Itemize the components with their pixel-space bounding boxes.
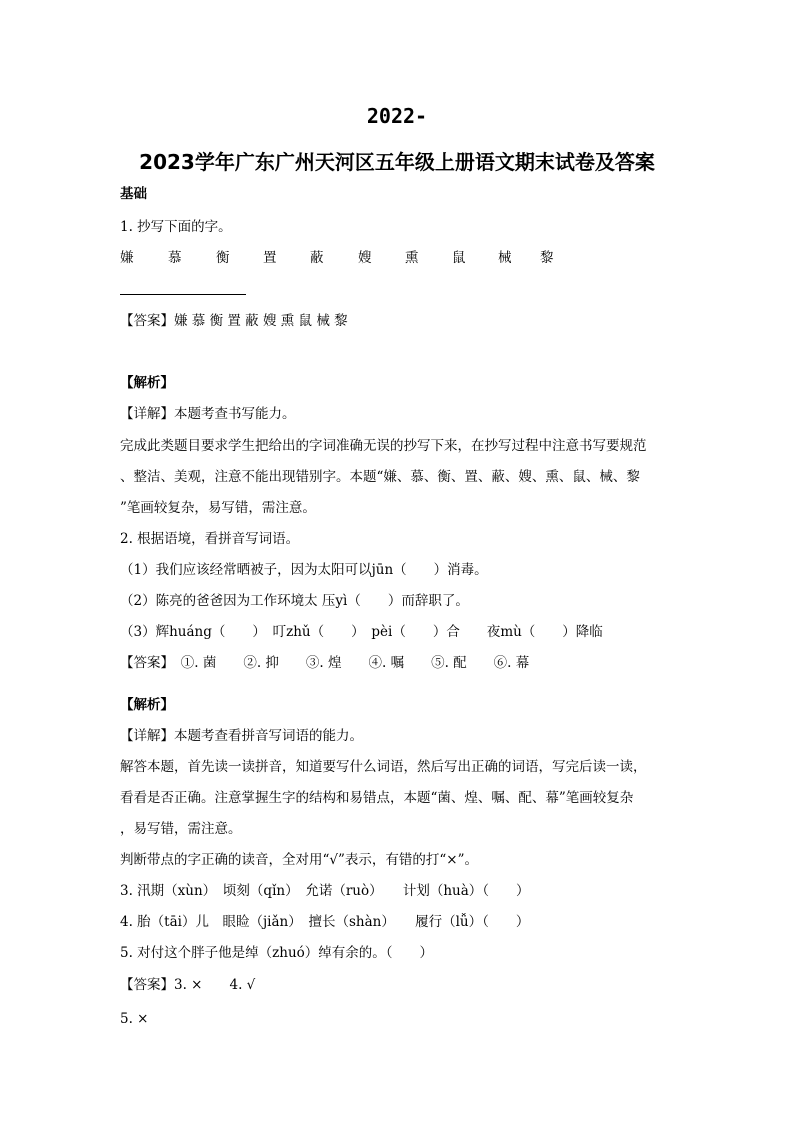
q2-answer: 【答案】 ①. 菌 ②. 抑 ③. 煌 ④. 嘱 ⑤. 配 ⑥. 幕 <box>120 655 530 671</box>
q1-char: 衡 <box>216 250 230 266</box>
q1-char: 械 <box>498 250 512 266</box>
q3-question: 3. 汛期（xùn） 顷刻（qǐn） 允诺（ruò） 计划（huà）（ ） <box>120 883 530 899</box>
q2-analysis-label: 【解析】 <box>120 697 174 713</box>
q1-paragraph: 完成此类题目要求学生把给出的字词准确无误的抄写下来，在抄写过程中注意书写要规范 <box>120 438 647 454</box>
q2-paragraph: ，易写错，需注意。 <box>120 821 242 837</box>
judge-instruction: 判断带点的字正确的读音，全对用“√”表示，有错的打“×”。 <box>120 852 479 868</box>
q1-stem: 1. 抄写下面的字。 <box>120 219 232 235</box>
q1-detail: 【详解】本题考查书写能力。 <box>120 406 296 422</box>
q1-char: 嫌 <box>120 250 134 266</box>
q2-stem: 2. 根据语境，看拼音写词语。 <box>120 531 300 547</box>
q1-paragraph: 、整洁、美观，注意不能出现错别字。本题“嫌、慕、衡、置、蔽、嫂、熏、鼠、械、黎 <box>120 469 640 485</box>
q1-char: 蔽 <box>310 250 324 266</box>
section-heading: 基础 <box>120 186 147 202</box>
answer-blank-line <box>120 294 246 295</box>
q2-sub-question: （1）我们应该经常晒被子，因为太阳可以jūn（ ）消毒。 <box>120 562 488 578</box>
doc-title-line2: 2023学年广东广州天河区五年级上册语文期末试卷及答案 <box>139 150 655 174</box>
q2-sub-question: （2）陈亮的爸爸因为工作环境太 压yì（ ）而辞职了。 <box>120 593 469 609</box>
q1-char: 黎 <box>540 250 554 266</box>
judge-answer: 【答案】3. × 4. √ <box>120 977 256 993</box>
doc-title-line1: 2022- <box>366 104 428 128</box>
q5-question: 5. 对付这个胖子他是绰（zhuó）绰有余的。（ ） <box>120 945 434 961</box>
q1-char: 嫂 <box>358 250 372 266</box>
q2-detail: 【详解】本题考查看拼音写词语的能力。 <box>120 728 363 744</box>
q1-char: 慕 <box>168 250 182 266</box>
q2-paragraph: 解答本题，首先读一读拼音，知道要写什么词语，然后写出正确的词语，写完后读一读， <box>120 759 647 775</box>
q2-sub-question: （3）辉huáng（ ） 叮zhǔ（ ） pèi（ ）合 夜mù（ ）降临 <box>120 624 603 640</box>
q1-analysis-label: 【解析】 <box>120 375 174 391</box>
q1-char: 置 <box>263 250 277 266</box>
q1-answer: 【答案】嫌 慕 衡 置 蔽 嫂 熏 鼠 械 黎 <box>120 313 348 329</box>
q4-question: 4. 胎（tāi）儿 眼睑（jiǎn） 擅长（shàn） 履行（lǚ）（ ） <box>120 914 530 930</box>
q2-paragraph: 看看是否正确。注意掌握生字的结构和易错点，本题“菌、煌、嘱、配、幕”笔画较复杂 <box>120 790 634 806</box>
q1-char: 鼠 <box>452 250 466 266</box>
q1-char: 熏 <box>405 250 419 266</box>
judge-answer-continued: 5. × <box>120 1011 149 1027</box>
q1-char-row <box>0 249 794 267</box>
q1-paragraph: ”笔画较复杂，易写错，需注意。 <box>120 500 316 516</box>
